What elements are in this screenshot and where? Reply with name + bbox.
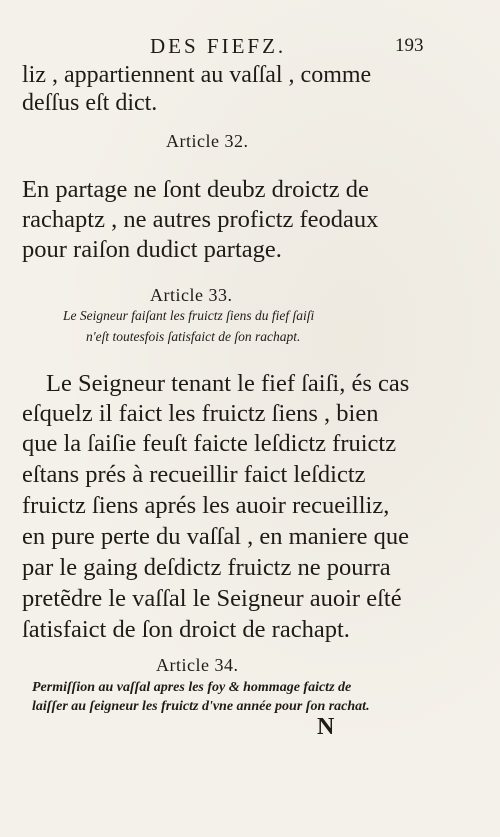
page-number: 193 (395, 35, 424, 56)
body-line: que la ſaiſie feuſt faicte leſdictz fruictz (22, 430, 397, 457)
body-line: eſquelz il faict les fruictz ſiens , bien (22, 400, 379, 427)
body-line: liz , appartiennent au vaſſal , comme (22, 62, 372, 88)
body-line: Le Seigneur tenant le fief ſaiſi, és cas (46, 370, 410, 397)
article-summary-line: Le Seigneur faiſant les fruictz ſiens du fief ſaiſi (63, 308, 315, 323)
article-heading: Article 33. (150, 285, 233, 305)
article-heading: Article 34. (156, 655, 239, 675)
article-summary-line: Permiſſion au vaſſal apres les foy & hommage faictz de (32, 680, 352, 695)
body-line: deſſus eſt dict. (22, 90, 158, 116)
body-line: ſatisfaict de ſon droict de rachapt. (22, 616, 350, 643)
signature-mark: N (317, 714, 335, 740)
body-line: en pure perte du vaſſal , en maniere que (22, 523, 410, 550)
body-line: fruictz ſiens aprés les auoir recueilliz, (22, 492, 390, 519)
article-summary-line: laiſſer au ſeigneur les fruictz d'vne année pour ſon rachat. (32, 699, 370, 714)
body-line: pretẽdre le vaſſal le Seigneur auoir eſté (22, 585, 402, 612)
body-line: En partage ne ſont deubz droictz de (22, 176, 369, 203)
body-line: rachaptz , ne autres profictz feodaux (22, 206, 379, 233)
article-summary-line: n'eſt toutesfois ſatisfaict de ſon rachapt. (86, 329, 301, 344)
body-line: pour raiſon dudict partage. (22, 236, 282, 263)
article-heading: Article 32. (166, 131, 249, 151)
running-header: DES FIEFZ. (150, 34, 287, 58)
body-line: par le gaing deſdictz fruictz ne pourra (22, 554, 391, 581)
body-line: eſtans prés à recueillir faict leſdictz (22, 461, 366, 488)
